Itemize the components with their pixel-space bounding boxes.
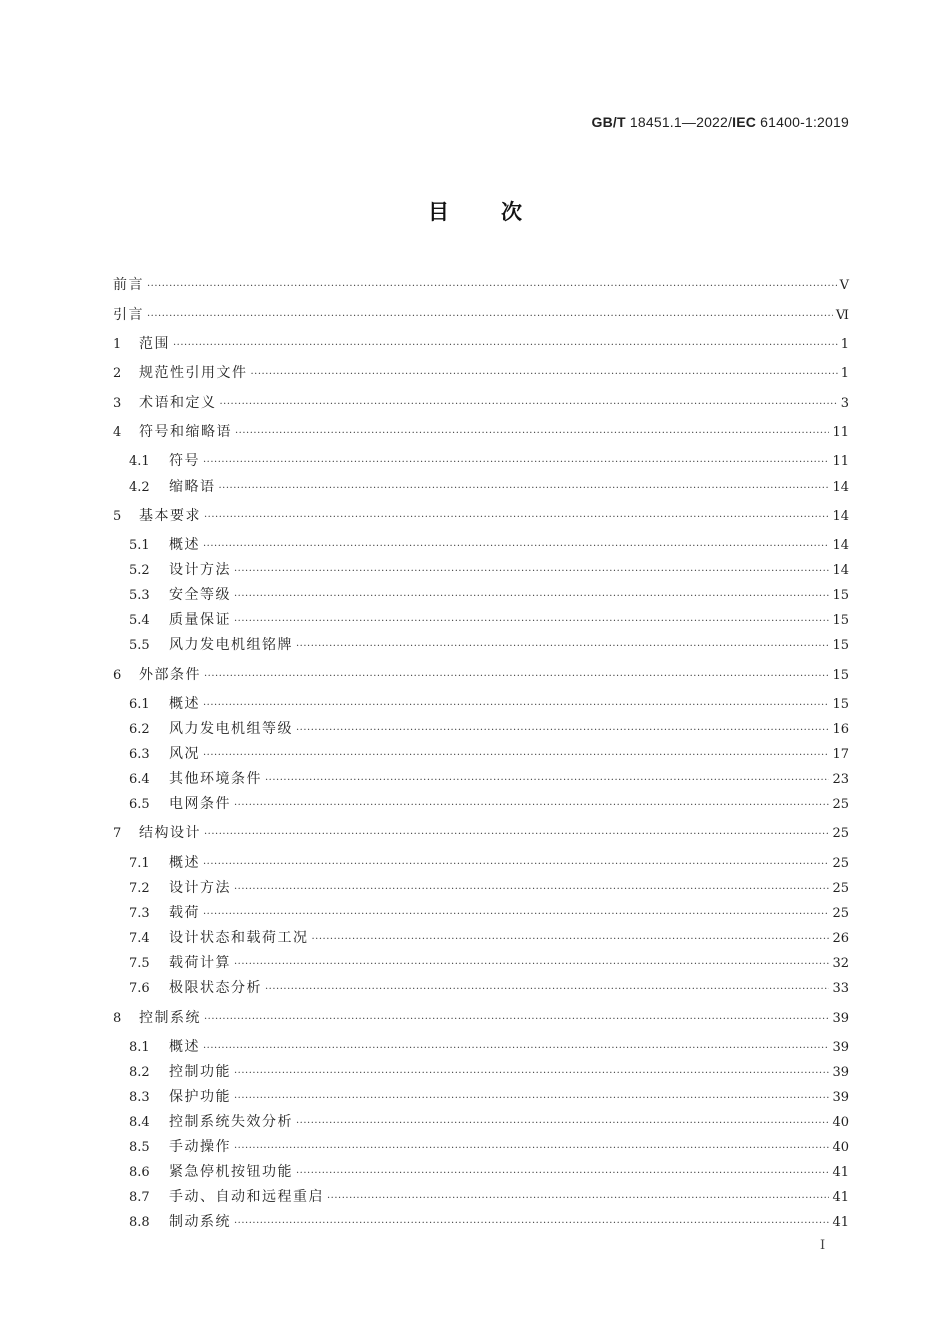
toc-entry-page: 25 — [832, 906, 849, 921]
toc-entry-label: 基本要求 — [139, 508, 201, 524]
toc-entry[interactable] — [113, 693, 849, 715]
toc-entry-number: 5.3 — [129, 588, 150, 603]
toc-leader-dots — [203, 1038, 829, 1060]
toc-entry-page: 1 — [840, 337, 849, 352]
toc-entry-page: 15 — [832, 613, 849, 628]
toc-leader-dots — [327, 1188, 829, 1210]
toc-entry-page: 26 — [832, 931, 849, 946]
toc-entry-number: 7.1 — [129, 856, 150, 871]
toc-leader-dots — [234, 561, 829, 583]
toc-entry[interactable] — [113, 902, 849, 924]
toc-leader-dots — [203, 536, 829, 558]
toc-leader-dots — [235, 423, 829, 445]
toc-leader-dots — [219, 478, 830, 500]
toc-entry-number: 6.2 — [129, 722, 150, 737]
toc-entry-number: 1 — [113, 337, 122, 352]
toc-entry-label: 缩略语 — [169, 479, 216, 495]
toc-entry[interactable] — [113, 952, 849, 974]
toc-entry-number: 7.5 — [129, 956, 150, 971]
toc-entry-page: 16 — [832, 722, 849, 737]
toc-leader-dots — [204, 666, 829, 688]
toc-entry-number: 7.2 — [129, 881, 150, 896]
toc-entry[interactable] — [113, 304, 849, 326]
toc-leader-dots — [234, 795, 829, 817]
toc-entry-page: 3 — [840, 396, 849, 411]
toc-entry-label: 术语和定义 — [139, 395, 217, 411]
toc-entry[interactable] — [113, 822, 849, 844]
toc-entry[interactable] — [113, 1007, 849, 1029]
toc-entry[interactable] — [113, 362, 849, 384]
toc-entry-label: 质量保证 — [169, 612, 231, 628]
toc-entry[interactable] — [113, 450, 849, 472]
toc-entry-label: 风力发电机组铭牌 — [169, 637, 293, 653]
toc-entry-label: 控制系统失效分析 — [169, 1114, 293, 1130]
toc-entry-label: 结构设计 — [139, 825, 201, 841]
toc-entry-page: 14 — [832, 480, 849, 495]
toc-entry-page: 39 — [832, 1090, 849, 1105]
toc-entry-label: 安全等级 — [169, 587, 231, 603]
toc-entry-page: 32 — [832, 956, 849, 971]
toc-entry[interactable] — [113, 1061, 849, 1083]
toc-leader-dots — [234, 1138, 829, 1160]
toc-leader-dots — [204, 824, 829, 846]
toc-entry-page: 17 — [832, 747, 849, 762]
toc-entry-number: 5.2 — [129, 563, 150, 578]
toc-entry-label: 载荷 — [169, 905, 200, 921]
toc-entry-page: 25 — [832, 881, 849, 896]
toc-entry[interactable] — [113, 1036, 849, 1058]
toc-entry-number: 2 — [113, 366, 122, 381]
toc-entry-number: 8.1 — [129, 1040, 150, 1055]
toc-leader-dots — [147, 276, 837, 298]
toc-entry-label: 符号 — [169, 453, 200, 469]
toc-leader-dots — [296, 1163, 829, 1185]
toc-entry-label: 控制系统 — [139, 1010, 201, 1026]
toc-entry-number: 8.2 — [129, 1065, 150, 1080]
toc-entry[interactable] — [113, 1186, 849, 1208]
toc-leader-dots — [173, 335, 838, 357]
standard-number-header — [592, 114, 849, 130]
toc-entry-number: 4.2 — [129, 480, 150, 495]
toc-entry-page: 39 — [832, 1040, 849, 1055]
toc-entry[interactable] — [113, 392, 849, 414]
toc-entry-number: 8.5 — [129, 1140, 150, 1155]
toc-entry-page: 11 — [832, 454, 849, 469]
toc-entry[interactable] — [113, 1111, 849, 1133]
toc-entry-number: 5.5 — [129, 638, 150, 653]
toc-entry-page: 39 — [832, 1065, 849, 1080]
toc-title: 目次 — [428, 200, 574, 224]
toc-entry[interactable] — [113, 1136, 849, 1158]
toc-entry[interactable] — [113, 1211, 849, 1233]
toc-leader-dots — [203, 695, 829, 717]
toc-leader-dots — [203, 452, 829, 474]
toc-entry[interactable] — [113, 1086, 849, 1108]
toc-entry-number: 7.3 — [129, 906, 150, 921]
toc-leader-dots — [203, 854, 829, 876]
toc-entry-label: 符号和缩略语 — [139, 424, 232, 440]
toc-entry-number: 8.6 — [129, 1165, 150, 1180]
toc-entry-page: 25 — [832, 856, 849, 871]
toc-entry[interactable] — [113, 793, 849, 815]
toc-entry-page: 23 — [832, 772, 849, 787]
toc-entry-number: 8.3 — [129, 1090, 150, 1105]
toc-entry-number: 6.1 — [129, 697, 150, 712]
toc-entry-number: 3 — [113, 396, 122, 411]
toc-entry-page: 1 — [840, 366, 849, 381]
toc-leader-dots — [234, 954, 829, 976]
toc-entry-label: 前言 — [113, 277, 144, 293]
toc-leader-dots — [234, 1063, 829, 1085]
toc-entry-page: 41 — [832, 1215, 849, 1230]
toc-entry-label: 控制功能 — [169, 1064, 231, 1080]
toc-entry-page: 15 — [832, 638, 849, 653]
toc-leader-dots — [203, 904, 829, 926]
toc-entry-page: 25 — [832, 797, 849, 812]
toc-entry-number: 8.8 — [129, 1215, 150, 1230]
toc-entry[interactable] — [113, 1161, 849, 1183]
toc-entry-page: 11 — [832, 425, 849, 440]
toc-entry-label: 制动系统 — [169, 1214, 231, 1230]
toc-entry-label: 风况 — [169, 746, 200, 762]
toc-leader-dots — [147, 306, 833, 328]
toc-entry-label: 范围 — [139, 336, 170, 352]
toc-entry[interactable] — [113, 421, 849, 443]
toc-entry-label: 概述 — [169, 1039, 200, 1055]
toc-entry-page: 33 — [832, 981, 849, 996]
toc-entry-label: 风力发电机组等级 — [169, 721, 293, 737]
toc-entry[interactable] — [113, 718, 849, 740]
toc-leader-dots — [234, 1088, 829, 1110]
toc-entry-page: 14 — [832, 538, 849, 553]
std-prefix: GB/T — [591, 114, 626, 130]
toc-leader-dots — [204, 507, 829, 529]
toc-entry[interactable] — [113, 634, 849, 656]
footer-page-number: Ⅰ — [820, 1238, 826, 1253]
toc-leader-dots — [265, 770, 829, 792]
toc-entry[interactable] — [113, 559, 849, 581]
toc-entry-number: 8.4 — [129, 1115, 150, 1130]
toc-entry-page: 15 — [832, 588, 849, 603]
toc-entry-label: 设计方法 — [169, 562, 231, 578]
toc-entry-page: 40 — [832, 1115, 849, 1130]
toc-entry-number: 8.7 — [129, 1190, 150, 1205]
toc-leader-dots — [234, 611, 829, 633]
toc-leader-dots — [204, 1009, 829, 1031]
toc-leader-dots — [234, 879, 829, 901]
toc-entry-label: 紧急停机按钮功能 — [169, 1164, 293, 1180]
toc-entry-number: 6.5 — [129, 797, 150, 812]
toc-entry-number: 5.4 — [129, 613, 150, 628]
toc-entry-number: 7.4 — [129, 931, 150, 946]
toc-leader-dots — [312, 929, 830, 951]
toc-entry-label: 手动操作 — [169, 1139, 231, 1155]
toc-entry-number: 8 — [113, 1011, 122, 1026]
toc-entry-label: 引言 — [113, 307, 144, 323]
toc-entry-label: 载荷计算 — [169, 955, 231, 971]
toc-entry-number: 6 — [113, 668, 122, 683]
toc-entry-label: 设计状态和载荷工况 — [169, 930, 309, 946]
toc-entry[interactable] — [113, 664, 849, 686]
toc-entry-label: 电网条件 — [169, 796, 231, 812]
toc-entry-label: 概述 — [169, 855, 200, 871]
toc-leader-dots — [296, 636, 829, 658]
toc-entry-label: 手动、自动和远程重启 — [169, 1189, 324, 1205]
toc-entry-page: Ⅵ — [835, 308, 849, 323]
toc-entry-label: 极限状态分析 — [169, 980, 262, 996]
toc-entry[interactable] — [113, 505, 849, 527]
toc-leader-dots — [220, 394, 838, 416]
toc-entry-number: 5.1 — [129, 538, 150, 553]
toc-entry-label: 设计方法 — [169, 880, 231, 896]
toc-entry-number: 4.1 — [129, 454, 150, 469]
toc-entry-page: 41 — [832, 1165, 849, 1180]
toc-entry-page: 41 — [832, 1190, 849, 1205]
toc-entry-number: 5 — [113, 509, 122, 524]
toc-entry-page: 14 — [832, 509, 849, 524]
toc-entry-number: 7.6 — [129, 981, 150, 996]
toc-entry-page: 14 — [832, 563, 849, 578]
toc-leader-dots — [296, 720, 829, 742]
toc-entry-number: 4 — [113, 425, 122, 440]
toc-leader-dots — [234, 586, 829, 608]
std-code: 18451.1—2022/ — [629, 114, 733, 130]
toc-entry[interactable] — [113, 476, 849, 498]
toc-entry-page: 40 — [832, 1140, 849, 1155]
toc-entry[interactable] — [113, 584, 849, 606]
toc-entry-number: 6.3 — [129, 747, 150, 762]
toc-entry[interactable] — [113, 877, 849, 899]
toc-entry-page: 39 — [832, 1011, 849, 1026]
toc-leader-dots — [234, 1213, 829, 1235]
toc-entry-label: 规范性引用文件 — [139, 365, 248, 381]
toc-entry[interactable] — [113, 977, 849, 999]
toc-entry[interactable] — [113, 852, 849, 874]
toc-entry[interactable] — [113, 927, 849, 949]
toc-entry-label: 概述 — [169, 537, 200, 553]
toc-entry-label: 保护功能 — [169, 1089, 231, 1105]
toc-entry-number: 7 — [113, 826, 122, 841]
iec-code: 61400-1:2019 — [760, 114, 849, 130]
toc-leader-dots — [265, 979, 829, 1001]
toc-entry-number: 6.4 — [129, 772, 150, 787]
toc-entry-page: 25 — [832, 826, 849, 841]
toc-entry[interactable] — [113, 534, 849, 556]
toc-leader-dots — [296, 1113, 829, 1135]
toc-entry[interactable] — [113, 768, 849, 790]
toc-entry-label: 概述 — [169, 696, 200, 712]
toc-entry-label: 外部条件 — [139, 667, 201, 683]
toc-entry-page: 15 — [832, 668, 849, 683]
toc-entry-label: 其他环境条件 — [169, 771, 262, 787]
toc-leader-dots — [203, 745, 829, 767]
toc-entry[interactable] — [113, 333, 849, 355]
toc-entry[interactable] — [113, 274, 849, 296]
toc-entry[interactable] — [113, 609, 849, 631]
toc-entry-page: 15 — [832, 697, 849, 712]
toc-leader-dots — [251, 364, 838, 386]
iec-prefix: IEC — [732, 114, 757, 130]
toc-entry[interactable] — [113, 743, 849, 765]
toc-entry-page: Ⅴ — [839, 278, 849, 293]
